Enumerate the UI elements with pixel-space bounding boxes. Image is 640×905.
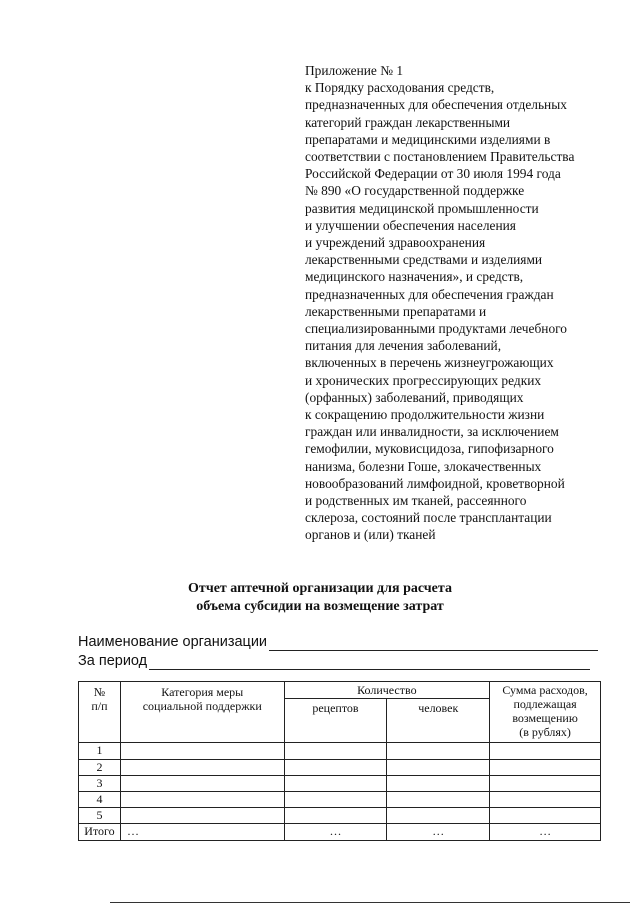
- cell-recipes[interactable]: [284, 776, 387, 792]
- header-recipes: рецептов: [284, 699, 387, 743]
- annex-line: и родственных им тканей, рассеянного: [305, 493, 527, 509]
- period-field[interactable]: [78, 652, 590, 670]
- annex-line: соответствии с постановлением Правительства: [305, 149, 575, 165]
- annex-line: медицинского назначения», и средств,: [305, 269, 524, 285]
- total-recipes: …: [284, 824, 387, 841]
- report-title-line1: Отчет аптечной организации для расчета: [188, 581, 452, 596]
- total-sum: …: [490, 824, 601, 841]
- header-sum: Сумма расходов, подлежащая возмещению (в рублях): [490, 682, 601, 743]
- total-label: Итого: [79, 824, 121, 841]
- table-row: [79, 743, 601, 760]
- annex-line: предназначенных для обеспечения отдельных: [305, 97, 567, 113]
- annex-line: (орфанных) заболеваний, приводящих: [305, 389, 524, 405]
- cell-people[interactable]: [387, 743, 490, 760]
- total-people: …: [387, 824, 490, 841]
- cell-recipes[interactable]: [284, 760, 387, 776]
- annex-line: граждан или инвалидности, за исключением: [305, 424, 559, 440]
- cell-sum[interactable]: [490, 792, 601, 808]
- cell-sum[interactable]: [490, 743, 601, 760]
- annex-line: предназначенных для обеспечения граждан: [305, 286, 554, 302]
- row-number: 3: [79, 776, 121, 792]
- organization-label: Наименование организации: [78, 634, 268, 650]
- annex-line: органов и (или) тканей: [305, 527, 436, 543]
- header-quantity: Количество: [284, 682, 490, 699]
- period-label: За период: [78, 653, 148, 669]
- annex-line: развития медицинской промышленности: [305, 200, 539, 216]
- row-number: 1: [79, 743, 121, 760]
- cell-category[interactable]: [120, 792, 284, 808]
- annex-line: препаратами и медицинскими изделиями в: [305, 131, 551, 147]
- report-title: [0, 580, 640, 616]
- table-row: [79, 792, 601, 808]
- annex-line: лекарственными препаратами и: [305, 303, 487, 319]
- annex-line: Приложение № 1: [305, 63, 404, 78]
- annex-line: и улучшении обеспечения населения: [305, 217, 516, 233]
- cell-people[interactable]: [387, 808, 490, 824]
- annex-line: питания для лечения заболеваний,: [305, 338, 502, 354]
- table-row: [79, 776, 601, 792]
- cell-sum[interactable]: [490, 760, 601, 776]
- cell-category[interactable]: [120, 760, 284, 776]
- header-number: № п/п: [79, 682, 121, 743]
- annex-line: № 890 «О государственной поддержке: [305, 183, 525, 199]
- row-number: 2: [79, 760, 121, 776]
- page-bottom-rule: [110, 902, 630, 903]
- header-people: человек: [387, 699, 490, 743]
- cell-recipes[interactable]: [284, 792, 387, 808]
- cell-category[interactable]: [120, 808, 284, 824]
- annex-line: категорий граждан лекарственными: [305, 114, 511, 130]
- table-row: [79, 760, 601, 776]
- total-row: [79, 824, 601, 841]
- row-number: 5: [79, 808, 121, 824]
- row-number: 4: [79, 792, 121, 808]
- annex-line: гемофилии, муковисцидоза, гипофизарного: [305, 441, 554, 457]
- cell-sum[interactable]: [490, 808, 601, 824]
- annex-line: лекарственными средствами и изделиями: [305, 252, 543, 268]
- annex-line: включенных в перечень жизнеугрожающих: [305, 355, 554, 371]
- cell-category[interactable]: [120, 743, 284, 760]
- annex-line: и хронических прогрессирующих редких: [305, 372, 542, 388]
- organization-underline[interactable]: [269, 636, 598, 651]
- annex-header: [305, 62, 625, 544]
- annex-line: и учреждений здравоохранения: [305, 235, 486, 251]
- header-category: Категория меры социальной поддержки: [120, 682, 284, 743]
- cell-people[interactable]: [387, 776, 490, 792]
- annex-line: Российской Федерации от 30 июля 1994 года: [305, 166, 561, 182]
- report-title-line2: объема субсидии на возмещение затрат: [196, 599, 444, 614]
- cell-sum[interactable]: [490, 776, 601, 792]
- annex-line: нанизма, болезни Гоше, злокачественных: [305, 458, 542, 474]
- table-row: [79, 808, 601, 824]
- organization-field[interactable]: [78, 633, 598, 651]
- cell-recipes[interactable]: [284, 808, 387, 824]
- annex-line: к сокращению продолжительности жизни: [305, 407, 545, 423]
- cell-people[interactable]: [387, 792, 490, 808]
- cell-recipes[interactable]: [284, 743, 387, 760]
- cell-category[interactable]: [120, 776, 284, 792]
- total-category: …: [120, 824, 284, 841]
- annex-line: к Порядку расходования средств,: [305, 80, 495, 96]
- cell-people[interactable]: [387, 760, 490, 776]
- annex-line: склероза, состояний после трансплантации: [305, 510, 552, 526]
- period-underline[interactable]: [149, 655, 590, 670]
- annex-line: специализированными продуктами лечебного: [305, 321, 567, 337]
- report-table: [78, 681, 601, 841]
- annex-line: новообразований лимфоидной, кроветворной: [305, 475, 565, 491]
